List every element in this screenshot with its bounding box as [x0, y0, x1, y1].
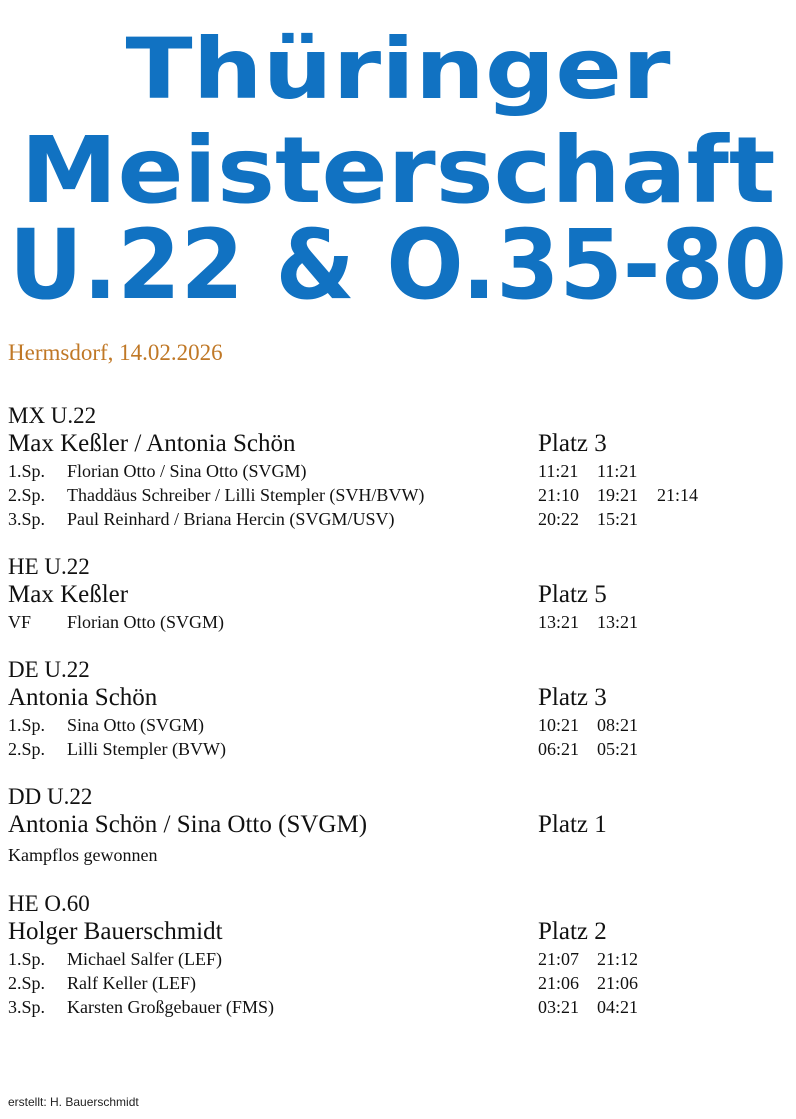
match-row [8, 995, 788, 1019]
set-score: 15:21 [597, 509, 639, 529]
set-score: 06:21 [538, 739, 580, 759]
match-opponent: Thaddäus Schreiber / Lilli Stempler (SVH/BVW) [67, 485, 425, 505]
match-round: 2.Sp. [8, 485, 46, 505]
match-round: 1.Sp. [8, 949, 46, 969]
match-row [8, 483, 788, 507]
match-round: 3.Sp. [8, 509, 46, 529]
player-name: Max Keßler [8, 581, 129, 608]
player-placement-row [8, 580, 788, 610]
match-opponent: Lilli Stempler (BVW) [67, 739, 226, 759]
placement: Platz 3 [538, 430, 607, 457]
match-opponent: Paul Reinhard / Briana Hercin (SVGM/USV) [67, 509, 395, 529]
set-score: 21:06 [538, 973, 580, 993]
set-score: 08:21 [597, 715, 639, 735]
set-score: 21:14 [657, 485, 699, 505]
title-banner [0, 10, 796, 310]
player-placement-row [8, 683, 788, 713]
placement: Platz 1 [538, 811, 607, 838]
match-row [8, 610, 788, 634]
match-opponent: Karsten Großgebauer (FMS) [67, 997, 274, 1017]
set-score: 21:10 [538, 485, 580, 505]
match-round: 3.Sp. [8, 997, 46, 1017]
placement: Platz 5 [538, 581, 607, 608]
category-heading: DD U.22 [8, 784, 93, 809]
results-list [8, 402, 788, 1041]
banner-line-1: Thüringer [125, 20, 672, 118]
set-score: 19:21 [597, 485, 639, 505]
set-score: 21:07 [538, 949, 580, 969]
result-section [8, 656, 788, 761]
match-round: 2.Sp. [8, 739, 46, 759]
set-score: 11:21 [597, 461, 638, 481]
result-section [8, 890, 788, 1019]
result-section [8, 402, 788, 531]
match-round: 1.Sp. [8, 715, 46, 735]
player-name: Max Keßler / Antonia Schön [8, 430, 296, 457]
match-row [8, 971, 788, 995]
match-round: VF [8, 612, 32, 632]
set-score: 03:21 [538, 997, 580, 1017]
set-score: 04:21 [597, 997, 639, 1017]
result-section [8, 553, 788, 634]
match-opponent: Sina Otto (SVGM) [67, 715, 205, 735]
player-name: Holger Bauerschmidt [8, 918, 223, 945]
category-heading: MX U.22 [8, 403, 97, 428]
placement: Platz 3 [538, 684, 607, 711]
set-score: 20:22 [538, 509, 580, 529]
set-score: 13:21 [538, 612, 580, 632]
banner-line-2: Meisterschaft [20, 117, 776, 224]
set-score: 13:21 [597, 612, 639, 632]
match-row [8, 947, 788, 971]
category-heading: HE O.60 [8, 891, 90, 916]
match-round: 1.Sp. [8, 461, 46, 481]
placement: Platz 2 [538, 918, 607, 945]
result-note: Kampflos gewonnen [8, 845, 158, 865]
set-score: 21:06 [597, 973, 639, 993]
match-row [8, 459, 788, 483]
match-row [8, 713, 788, 737]
set-score: 05:21 [597, 739, 639, 759]
match-opponent: Florian Otto / Sina Otto (SVGM) [67, 461, 307, 481]
player-name: Antonia Schön / Sina Otto (SVGM) [8, 811, 368, 838]
match-row [8, 737, 788, 761]
match-opponent: Michael Salfer (LEF) [67, 949, 222, 969]
category-heading: DE U.22 [8, 657, 90, 682]
match-opponent: Florian Otto (SVGM) [67, 612, 224, 632]
set-score: 11:21 [538, 461, 579, 481]
set-score: 21:12 [597, 949, 639, 969]
match-opponent: Ralf Keller (LEF) [67, 973, 196, 993]
player-placement-row [8, 810, 788, 840]
player-placement-row [8, 429, 788, 459]
match-round: 2.Sp. [8, 973, 46, 993]
player-name: Antonia Schön [8, 684, 158, 711]
player-placement-row [8, 917, 788, 947]
set-score: 10:21 [538, 715, 580, 735]
category-heading: HE U.22 [8, 554, 90, 579]
result-section [8, 783, 788, 868]
match-row [8, 507, 788, 531]
author-credit: erstellt: H. Bauerschmidt [8, 1095, 139, 1109]
banner-line-3: U.22 & O.35-80 [9, 209, 787, 310]
event-location-date: Hermsdorf, 14.02.2026 [8, 340, 223, 365]
